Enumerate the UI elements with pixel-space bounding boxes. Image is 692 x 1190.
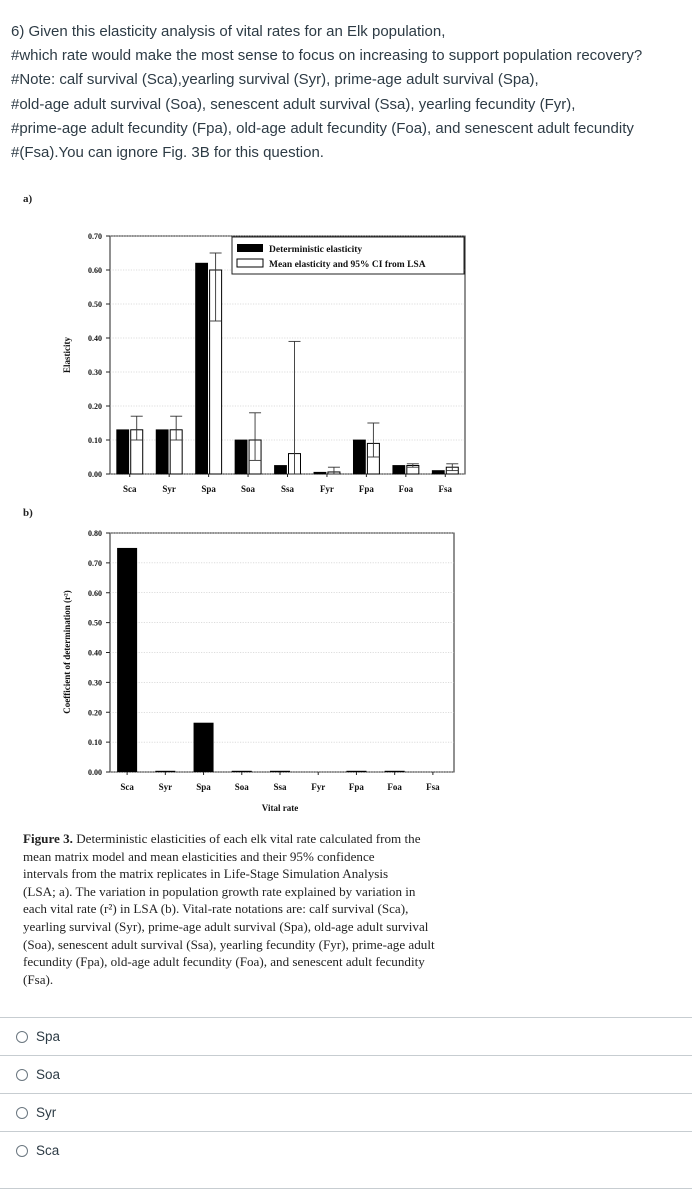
chart-b-ytick-label: 0.60 [88, 588, 102, 598]
question-line: #which rate would make the most sense to focus on increasing to support population recovery? [11, 47, 643, 65]
answer-option-syr[interactable] [0, 1093, 692, 1131]
chart-b-xtick-label: Ssa [273, 782, 287, 792]
chart-b-xtick-label: Fsa [426, 782, 440, 792]
chart-a-elasticity [62, 232, 465, 494]
figure-caption [23, 830, 465, 988]
chart-b-ytick-label: 0.50 [88, 618, 102, 628]
question-line: #prime-age adult fecundity (Fpa), old-age adult fecundity (Foa), and senescent adult fecundity [11, 119, 634, 137]
panel-b-tag: b) [23, 507, 33, 519]
answer-label: Spa [36, 1029, 61, 1044]
question-line: #old-age adult survival (Soa), senescent adult survival (Ssa), yearling fecundity (Fyr), [11, 95, 576, 113]
chart-b-xtick-label: Soa [234, 782, 249, 792]
chart-b-xtick-label: Syr [158, 782, 173, 792]
chart-b-xtick-label: Foa [387, 782, 402, 792]
chart-b-bar [117, 548, 137, 772]
radio-button[interactable] [16, 1107, 28, 1119]
caption-line: fecundity (Fpa), old-age adult fecundity (Foa), and senescent adult fecundity [23, 954, 425, 970]
caption-line: (Fsa). [23, 971, 54, 987]
chart-a-xtick-label: Fpa [358, 484, 374, 494]
chart-a-bar-deterministic [393, 466, 405, 475]
chart-b-ytick-label: 0.40 [88, 648, 102, 658]
chart-a-ytick-label: 0.70 [88, 232, 102, 241]
chart-a-bar-deterministic [314, 472, 326, 474]
caption-line: yearling survival (Syr), prime-age adult survival (Spa), old-age adult survival [23, 918, 429, 934]
caption-line [23, 830, 465, 848]
chart-a-ylabel: Elasticity [62, 337, 72, 373]
chart-a-xtick-label: Ssa [280, 484, 295, 494]
chart-b-ytick-label: 0.00 [88, 768, 102, 777]
chart-a-bar-deterministic [432, 471, 444, 474]
chart-a-legend-swatch-mean [237, 259, 263, 267]
chart-a-ytick-label: 0.50 [88, 300, 102, 309]
chart-a-ytick-label: 0.00 [88, 470, 102, 479]
answer-option-sca[interactable] [0, 1131, 692, 1169]
chart-b-ytick-label: 0.80 [88, 529, 102, 538]
chart-a-xtick-label: Fyr [319, 484, 334, 494]
chart-a-xtick-label: Syr [162, 484, 176, 494]
chart-b-bar [194, 723, 214, 772]
chart-a-legend-label: Mean elasticity and 95% CI from LSA [269, 260, 426, 270]
chart-a-legend [232, 237, 464, 274]
answer-label: Sca [36, 1143, 60, 1158]
chart-a-xtick-label: Sca [122, 484, 137, 494]
radio-button[interactable] [16, 1031, 28, 1043]
chart-b-ytick-label: 0.10 [88, 738, 102, 748]
bottom-divider [0, 1188, 692, 1189]
chart-b-xtick-label: Fpa [348, 782, 364, 792]
chart-a-xtick-label: Soa [241, 484, 256, 494]
chart-b-r-squared [62, 529, 454, 813]
chart-b-xtick-label: Sca [120, 782, 134, 792]
caption-line: each vital rate (r²) in LSA (b). Vital-rate notations are: calf survival (Sca), [23, 901, 409, 917]
chart-b-xtick-label: Fyr [311, 782, 326, 792]
chart-a-xtick-label: Spa [201, 484, 216, 494]
chart-a-bar-deterministic [235, 440, 247, 474]
chart-a-bar-deterministic [275, 466, 287, 475]
caption-first: Deterministic elasticities of each elk vital rate calculated from the [72, 831, 421, 846]
caption-line: (LSA; a). The variation in population growth rate explained by variation in [23, 883, 416, 899]
caption-line: intervals from the matrix replicates in Life-Stage Simulation Analysis [23, 866, 389, 882]
chart-b-bar [270, 771, 290, 772]
chart-a-legend-swatch-deterministic [237, 244, 263, 252]
chart-b-bar [346, 771, 366, 772]
chart-a-bar-deterministic [196, 263, 208, 474]
chart-a-ytick-label: 0.20 [88, 402, 102, 411]
radio-button[interactable] [16, 1069, 28, 1081]
question-line: #Note: calf survival (Sca),yearling survival (Syr), prime-age adult survival (Spa), [11, 71, 539, 89]
question-line: #(Fsa).You can ignore Fig. 3B for this question. [11, 144, 324, 162]
caption-head: Figure 3. [23, 831, 73, 846]
radio-button[interactable] [16, 1145, 28, 1157]
chart-a-bar-deterministic [156, 430, 168, 474]
chart-a-bar-deterministic [353, 440, 365, 474]
chart-a-xtick-label: Foa [398, 484, 414, 494]
chart-a-ytick-label: 0.10 [88, 436, 102, 445]
chart-a-ytick-label: 0.60 [88, 266, 102, 275]
chart-b-ytick-label: 0.30 [88, 678, 102, 688]
chart-b-ylabel: Coefficient of determination (r²) [62, 590, 72, 714]
chart-b-ytick-label: 0.20 [88, 708, 102, 718]
chart-a-ytick-label: 0.40 [88, 334, 102, 343]
chart-b-bar [155, 771, 175, 772]
answer-option-spa[interactable] [0, 1017, 692, 1055]
chart-b-bar [232, 771, 252, 772]
answer-option-soa[interactable] [0, 1055, 692, 1093]
panel-a-tag: a) [23, 193, 33, 205]
chart-b-xtick-label: Spa [196, 782, 211, 792]
caption-line: mean matrix model and mean elasticities and their 95% confidence [23, 848, 375, 864]
chart-b-bar [385, 771, 405, 772]
chart-a-legend-label: Deterministic elasticity [269, 245, 363, 255]
chart-b-ytick-label: 0.70 [88, 558, 102, 568]
caption-line: (Soa), senescent adult survival (Ssa), yearling fecundity (Fyr), prime-age adult [23, 936, 435, 952]
chart-a-xtick-label: Fsa [438, 484, 453, 494]
chart-a-ytick-label: 0.30 [88, 368, 102, 377]
answer-label: Soa [36, 1067, 61, 1082]
chart-a-bar-deterministic [117, 430, 129, 474]
chart-b-xlabel: Vital rate [261, 803, 299, 813]
answer-label: Syr [36, 1105, 57, 1120]
question-line: 6) Given this elasticity analysis of vital rates for an Elk population, [11, 23, 446, 40]
answer-options [0, 1017, 692, 1169]
